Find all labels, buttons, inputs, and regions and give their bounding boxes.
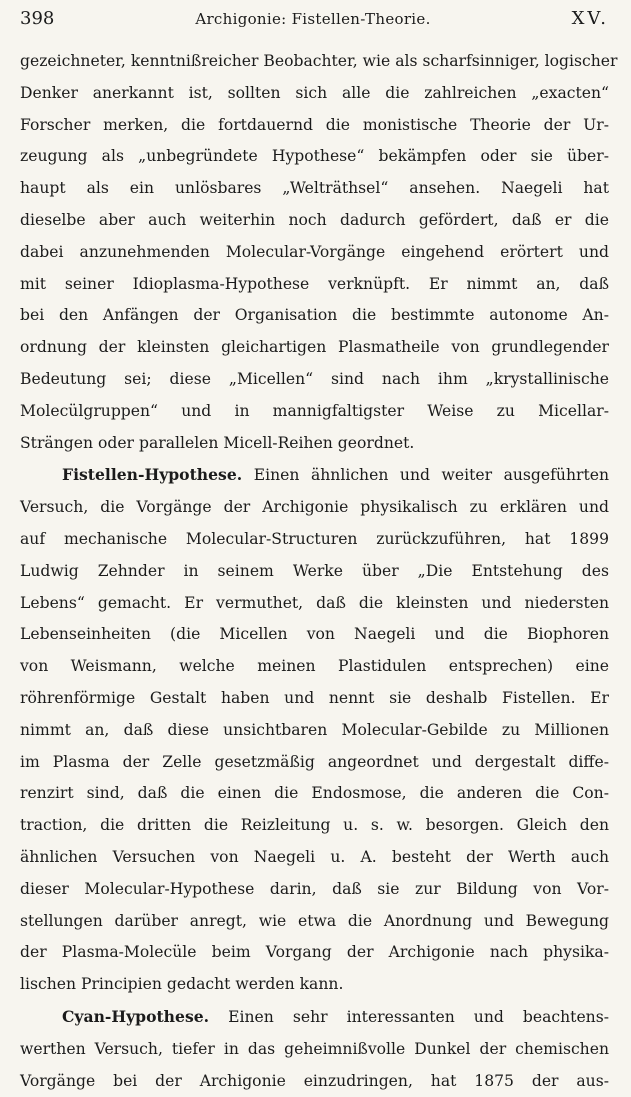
paragraph-cyan-hypothese	[20, 1001, 609, 1097]
paragraph-fistellen-hypothese	[20, 459, 609, 1001]
text-run: Einen ähnlichen und weiter ausgeführten	[254, 466, 609, 484]
text-line: mit seiner Idioplasma-Hypothese verknüpft. Er nimmt an, daß	[20, 269, 609, 301]
text-line: lischen Principien gedacht werden kann.	[20, 969, 609, 1001]
text-line-first	[20, 459, 609, 492]
text-line: renzirt sind, daß die einen die Endosmose, die anderen die Con-	[20, 778, 609, 810]
text-line: ordnung der kleinsten gleichartigen Plasmatheile von grundlegender	[20, 332, 609, 364]
text-line: traction, die dritten die Reizleitung u. s. w. besorgen. Gleich den	[20, 810, 609, 842]
text-line: Denker anerkannt ist, sollten sich alle die zahlreichen „exacten“	[20, 78, 609, 110]
text-run: Einen sehr interessanten und beachtens-	[228, 1008, 609, 1026]
text-line: bei den Anfängen der Organisation die bestimmte autonome An-	[20, 300, 609, 332]
text-line: werthen Versuch, tiefer in das geheimnißvolle Dunkel der chemischen	[20, 1034, 609, 1066]
text-line: Versuch, die Vorgänge der Archigonie physikalisch zu erklären und	[20, 492, 609, 524]
section-heading-cyan: Cyan-Hypothese.	[62, 1007, 209, 1026]
text-line: von Weismann, welche meinen Plastidulen entsprechen) eine	[20, 651, 609, 683]
text-line: Molecülgruppen“ und in mannigfaltigster Weise zu Micellar-	[20, 396, 609, 428]
text-line: gezeichneter, kenntnißreicher Beobachter, wie als scharfsinniger, logischer	[20, 46, 609, 78]
text-line: ähnlichen Versuchen von Naegeli u. A. besteht der Werth auch	[20, 842, 609, 874]
page-number: 398	[20, 8, 54, 29]
text-line: der Plasma-Molecüle beim Vorgang der Archigonie nach physika-	[20, 937, 609, 969]
text-line: röhrenförmige Gestalt haben und nennt sie deshalb Fistellen. Er	[20, 683, 609, 715]
text-line: dieser Molecular-Hypothese darin, daß sie zur Bildung von Vor-	[20, 874, 609, 906]
running-header	[20, 8, 609, 36]
text-line: haupt als ein unlösbares „Welträthsel“ ansehen. Naegeli hat	[20, 173, 609, 205]
text-line: dieselbe aber auch weiterhin noch dadurch gefördert, daß er die	[20, 205, 609, 237]
running-title: Archigonie: Fistellen-Theorie.	[195, 10, 430, 28]
paragraph-naegeli	[20, 46, 609, 459]
text-line: im Plasma der Zelle gesetzmäßig angeordnet und dergestalt diffe-	[20, 747, 609, 779]
text-line-first	[20, 1001, 609, 1034]
text-line: Vorgänge bei der Archigonie einzudringen, hat 1875 der aus-	[20, 1066, 609, 1097]
text-line: auf mechanische Molecular-Structuren zurückzuführen, hat 1899	[20, 524, 609, 556]
text-line: Forscher merken, die fortdauernd die monistische Theorie der Ur-	[20, 110, 609, 142]
text-line: stellungen darüber anregt, wie etwa die Anordnung und Bewegung	[20, 906, 609, 938]
section-heading-fistellen: Fistellen-Hypothese.	[62, 465, 242, 484]
text-line: Ludwig Zehnder in seinem Werke über „Die Entstehung des	[20, 556, 609, 588]
chapter-number: XV.	[572, 8, 609, 29]
text-line: Lebens“ gemacht. Er vermuthet, daß die kleinsten und niedersten	[20, 588, 609, 620]
text-line: Strängen oder parallelen Micell-Reihen geordnet.	[20, 428, 609, 460]
text-line: Lebenseinheiten (die Micellen von Naegeli und die Biophoren	[20, 619, 609, 651]
text-line: Bedeutung sei; diese „Micellen“ sind nach ihm „krystallinische	[20, 364, 609, 396]
text-line: dabei anzunehmenden Molecular-Vorgänge eingehend erörtert und	[20, 237, 609, 269]
page-body	[20, 46, 609, 1097]
text-line: zeugung als „unbegründete Hypothese“ bekämpfen oder sie über-	[20, 141, 609, 173]
text-line: nimmt an, daß diese unsichtbaren Molecular-Gebilde zu Millionen	[20, 715, 609, 747]
